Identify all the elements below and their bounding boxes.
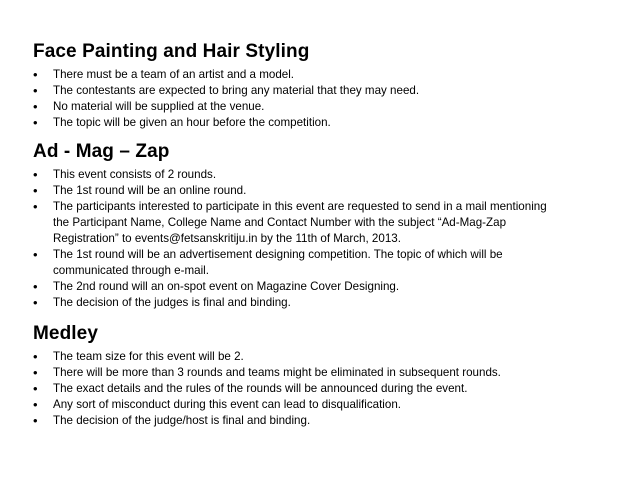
list-item: • The 1st round will be an advertisement designing competition. The topic of which will be communicated through e-mail. (33, 247, 618, 279)
bullet-list (33, 167, 618, 311)
list-item: • Any sort of misconduct during this event can lead to disqualification. (33, 397, 618, 413)
list-item: • The decision of the judge/host is final and binding. (33, 413, 618, 429)
section-medley (33, 323, 618, 429)
list-item: • The topic will be given an hour before the competition. (33, 115, 618, 131)
list-item: • The participants interested to participate in this event are requested to send in a mail mentioning the Participant Name, College Name and Contact Number with the subject “Ad-Mag-Zap Registration” to events@fetsanskritiju.in by the 11th of March, 2013. (33, 199, 618, 247)
list-item: • This event consists of 2 rounds. (33, 167, 618, 183)
list-item: • The team size for this event will be 2. (33, 349, 618, 365)
section-title: Face Painting and Hair Styling (33, 41, 310, 62)
bullet-list (33, 349, 618, 429)
section-title: Ad - Mag – Zap (33, 141, 170, 162)
list-item: • The decision of the judges is final and binding. (33, 295, 618, 311)
list-item: • No material will be supplied at the venue. (33, 99, 618, 115)
bullet-list (33, 67, 618, 131)
section-face-painting (33, 41, 618, 131)
list-item: • The exact details and the rules of the rounds will be announced during the event. (33, 381, 618, 397)
list-item: • There will be more than 3 rounds and teams might be eliminated in subsequent rounds. (33, 365, 618, 381)
list-item: • The 2nd round will an on-spot event on Magazine Cover Designing. (33, 279, 618, 295)
section-ad-mag-zap (33, 141, 618, 311)
section-title: Medley (33, 323, 99, 344)
list-item: • The 1st round will be an online round. (33, 183, 618, 199)
list-item: • There must be a team of an artist and a model. (33, 67, 618, 83)
list-item: • The contestants are expected to bring any material that they may need. (33, 83, 618, 99)
